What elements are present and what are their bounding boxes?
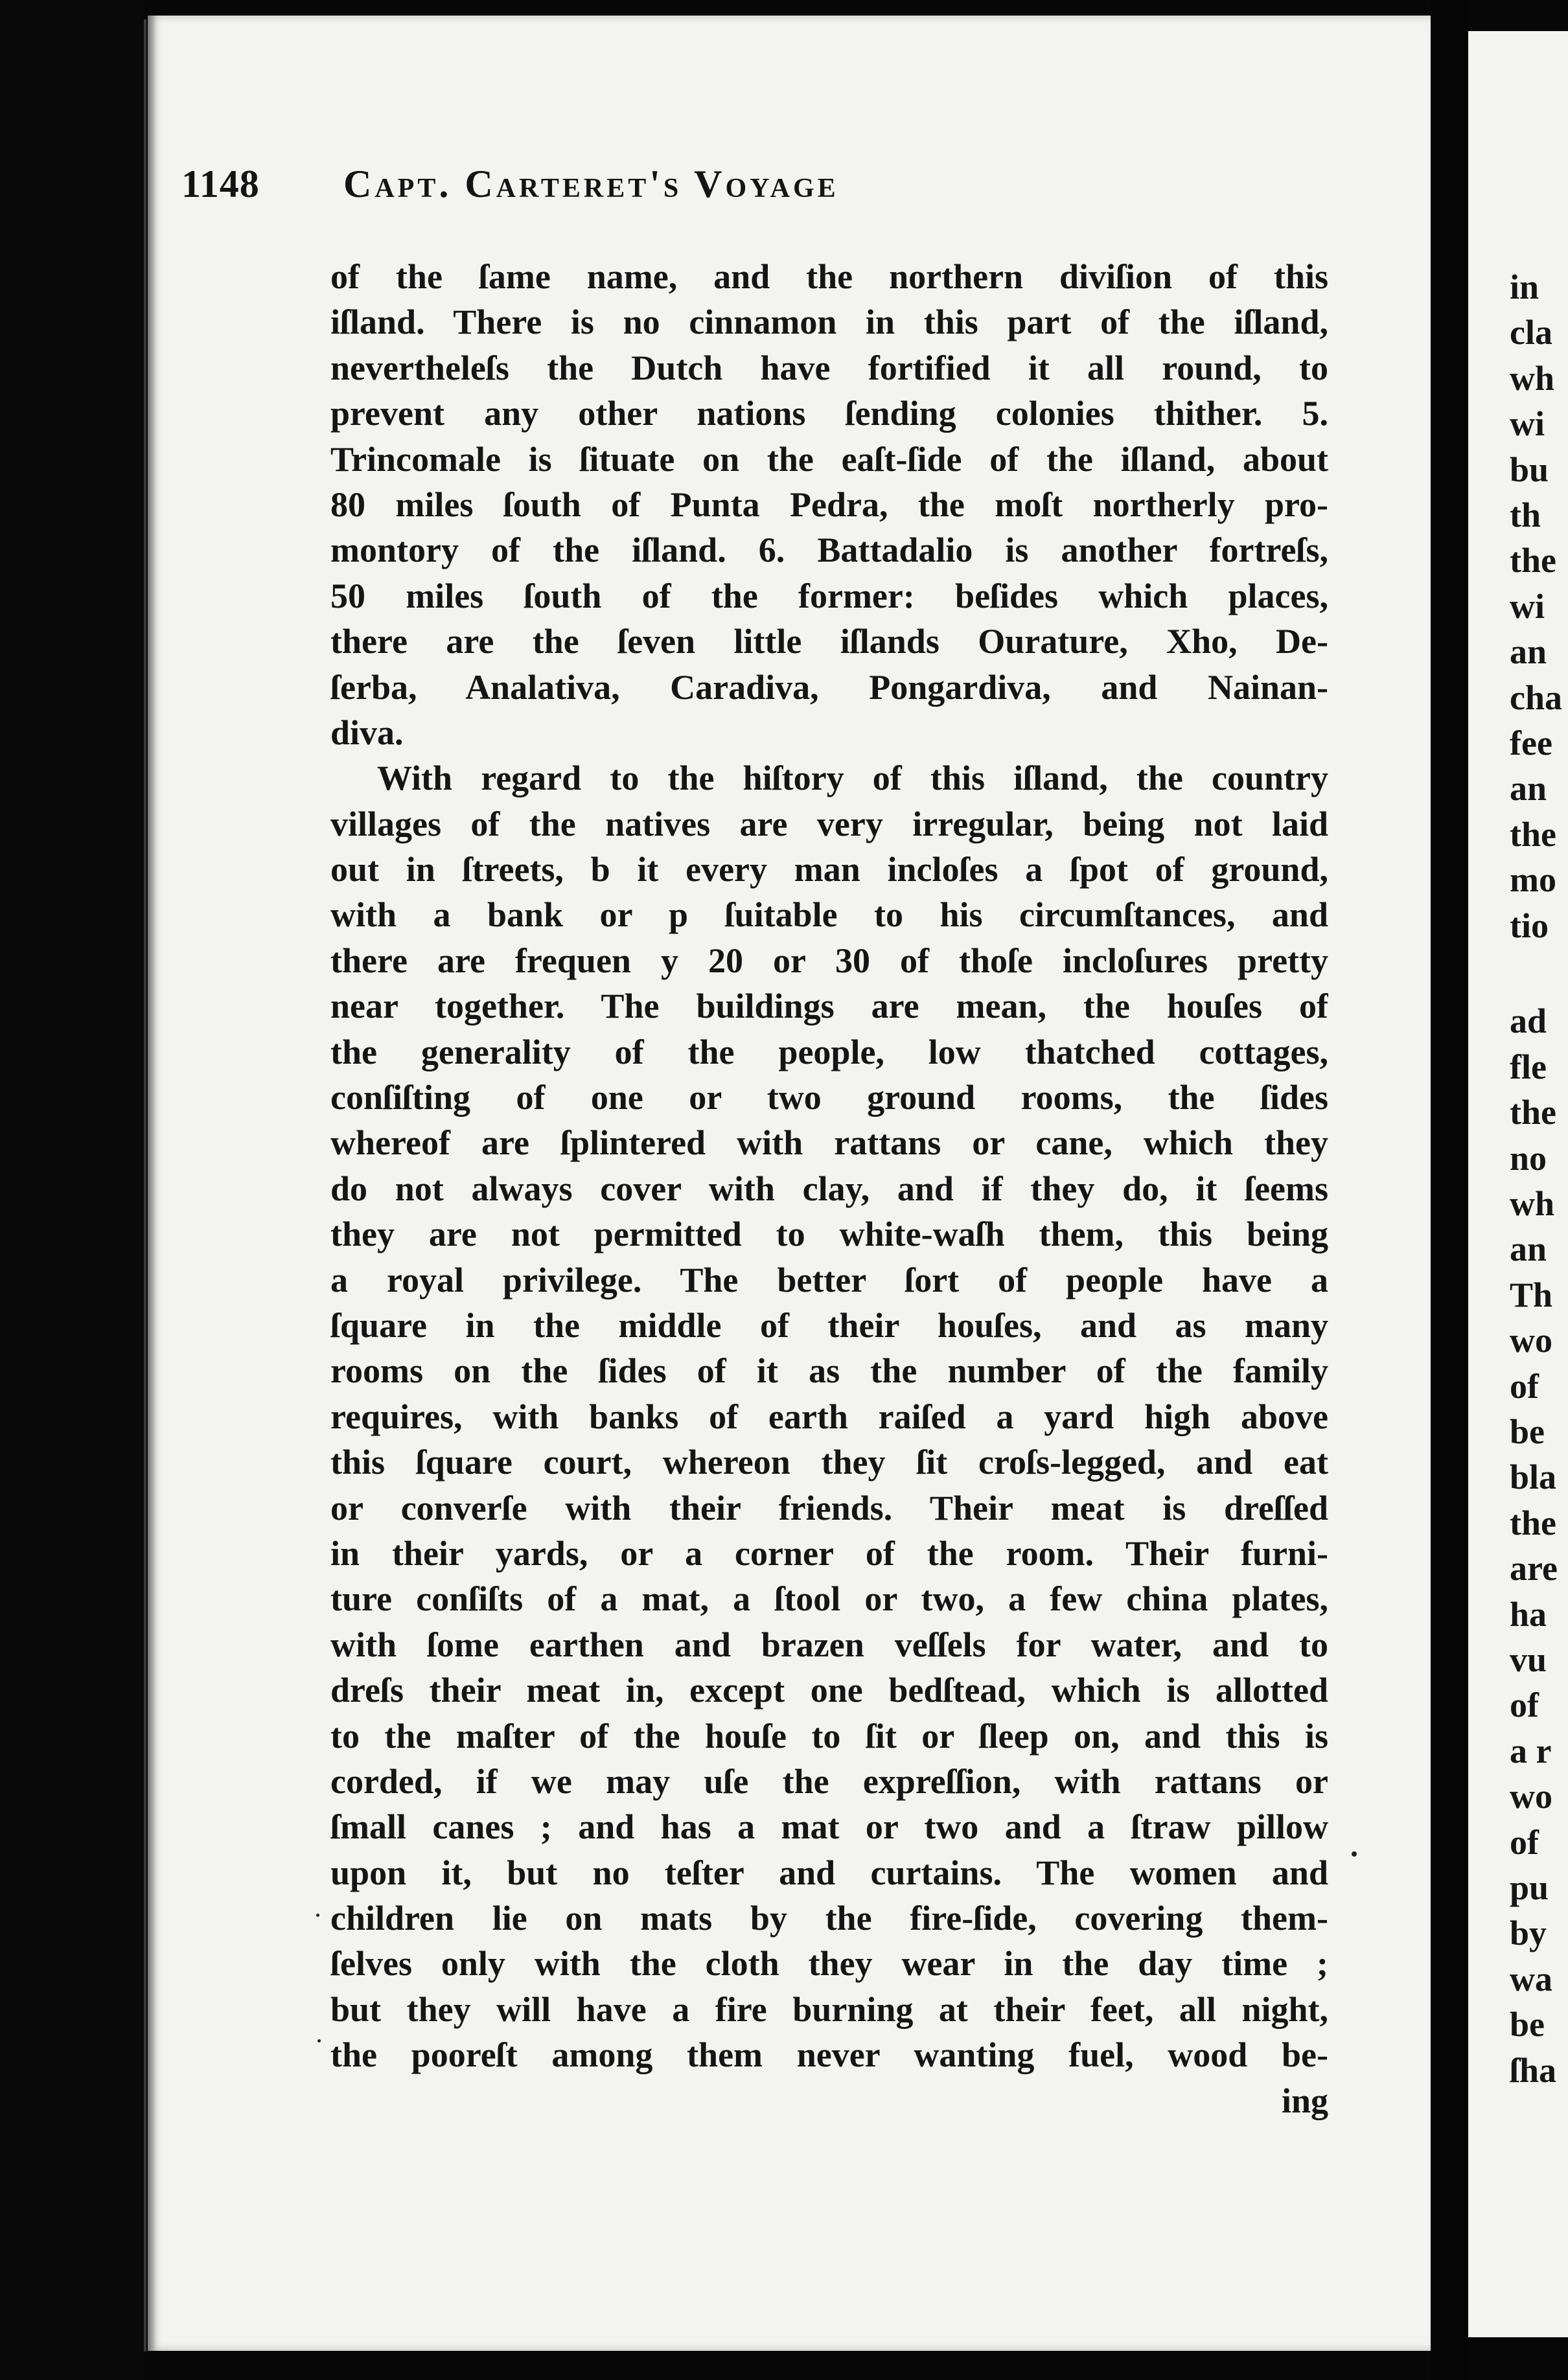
next-page-line-fragment: wi: [1510, 586, 1545, 626]
text-line: ſmall canes ; and has a mat or two and a ſtraw pillow: [330, 1807, 1328, 1847]
text-line: ſerba, Analativa, Caradiva, Pongardiva, and Nainan-: [330, 667, 1328, 707]
next-page-line-fragment: an: [1510, 1230, 1547, 1269]
next-page-line-fragment: fle: [1510, 1047, 1547, 1086]
next-page-line-fragment: wo: [1510, 1321, 1552, 1360]
next-page-line-fragment: Th: [1510, 1275, 1553, 1314]
page-shadow: [148, 16, 157, 2351]
text-line: dreſs their meat in, except one bedſtead, which is allotted: [330, 1671, 1328, 1710]
next-page-line-fragment: be: [1510, 1412, 1545, 1452]
next-page-line-fragment: in: [1510, 268, 1539, 306]
text-line: requires, with banks of earth raiſed a yard high above: [330, 1397, 1328, 1436]
next-page-line-fragment: of: [1510, 1822, 1539, 1862]
next-page-line-fragment: wh: [1510, 358, 1555, 398]
next-page-line-fragment: ad: [1510, 1001, 1547, 1041]
text-line: 80 miles ſouth of Punta Pedra, the moſt northerly pro-: [330, 485, 1328, 524]
next-page-line-fragment: a r: [1510, 1731, 1552, 1770]
next-page-line-fragment: vu: [1510, 1640, 1547, 1680]
text-line: ſquare in the middle of their houſes, and as many: [330, 1305, 1328, 1345]
adjacent-page-edge: [1468, 31, 1568, 2337]
text-line: ture conſiſts of a mat, a ſtool or two, a few china plates,: [330, 1579, 1328, 1619]
text-line: or converſe with their friends. Their meat is dreſſed: [330, 1488, 1328, 1528]
text-line: prevent any other nations ſending colonies thither. 5.: [330, 394, 1328, 433]
next-page-line-fragment: the: [1510, 814, 1556, 854]
text-line: upon it, but no teſter and curtains. The women and: [330, 1853, 1328, 1892]
text-line: the pooreſt among them never wanting fuel, wood be-: [330, 2035, 1328, 2075]
next-page-line-fragment: the: [1510, 541, 1556, 580]
text-line: of the ſame name, and the northern diviſion of this: [330, 257, 1328, 296]
text-line: the generality of the people, low thatched cottages,: [330, 1032, 1328, 1071]
next-page-line-fragment: fee: [1510, 724, 1552, 762]
text-line: rooms on the ſides of it as the number of the family: [330, 1351, 1328, 1391]
page-number: 1148: [181, 163, 260, 205]
next-page-line-fragment: cha: [1510, 678, 1562, 717]
catchword: ing: [1281, 2081, 1328, 2120]
text-line: montory of the iſland. 6. Battadalio is another fortreſs,: [330, 531, 1328, 570]
next-page-line-fragment: th: [1510, 496, 1541, 534]
next-page-line-fragment: an: [1510, 632, 1547, 672]
next-page-line-fragment: wh: [1510, 1184, 1555, 1224]
next-page-line-fragment: wi: [1510, 404, 1545, 444]
next-page-line-fragment: the: [1510, 1093, 1556, 1132]
ink-speck: [317, 2039, 321, 2042]
text-line: nevertheleſs the Dutch have fortified it all round, to: [330, 348, 1328, 387]
text-line: children lie on mats by the fire-ſide, covering them-: [330, 1899, 1328, 1938]
next-page-line-fragment: no: [1510, 1138, 1547, 1178]
text-line: this ſquare court, whereon they ſit croſs-legged, and eat: [330, 1443, 1328, 1482]
text-line: corded, if we may uſe the expreſſion, with rattans or: [330, 1761, 1328, 1801]
text-line: near together. The buildings are mean, the houſes of: [330, 987, 1328, 1026]
next-page-line-fragment: are: [1510, 1549, 1558, 1588]
text-line: diva.: [330, 713, 404, 752]
text-line: they are not permitted to white-waſh them, this being: [330, 1215, 1328, 1254]
text-line: whereof are ſplintered with rattans or cane, which they: [330, 1123, 1328, 1163]
running-head: Capt. Carteret's Voyage: [343, 163, 839, 205]
next-page-line-fragment: wo: [1510, 1777, 1552, 1816]
text-line: in their yards, or a corner of the room. Their furni-: [330, 1533, 1328, 1573]
next-page-line-fragment: by: [1510, 1914, 1547, 1953]
text-line: a royal privilege. The better ſort of people have a: [330, 1260, 1328, 1299]
ink-speck: [316, 1914, 319, 1917]
text-line: ſelves only with the cloth they wear in the day time ;: [330, 1944, 1328, 1984]
text-line: iſland. There is no cinnamon in this part of the iſland,: [330, 303, 1328, 342]
text-line: conſiſting of one or two ground rooms, the ſides: [330, 1078, 1328, 1117]
next-page-line-fragment: pu: [1510, 1868, 1549, 1908]
next-page-line-fragment: mo: [1510, 860, 1556, 900]
dark-margin-left: [0, 0, 144, 2380]
next-page-line-fragment: cla: [1510, 313, 1552, 352]
dark-gap: [1431, 0, 1468, 2380]
text-line: to the maſter of the houſe to ſit or ſleep on, and this is: [330, 1716, 1328, 1756]
next-page-line-fragment: the: [1510, 1503, 1556, 1542]
text-line: do not always cover with clay, and if they do, it ſeems: [330, 1169, 1328, 1208]
next-page-line-fragment: bu: [1510, 450, 1549, 489]
next-page-line-fragment: wa: [1510, 1959, 1552, 1998]
next-page-line-fragment: be: [1510, 2005, 1545, 2044]
text-line: with a bank or p ſuitable to his circumſtances, and: [330, 895, 1328, 935]
text-line: Trincomale is ſituate on the eaſt-ſide of the iſland, about: [330, 439, 1328, 479]
text-line: with ſome earthen and brazen veſſels for water, and to: [330, 1625, 1328, 1664]
page-body: [330, 254, 1328, 2123]
binding-edge: [144, 19, 146, 2351]
page-header: [181, 162, 1341, 214]
next-page-line-fragment: of: [1510, 1366, 1539, 1406]
next-page-line-fragment: ſha: [1510, 2050, 1557, 2090]
next-page-line-fragment: an: [1510, 769, 1547, 808]
text-line: 50 miles ſouth of the former: beſides which places,: [330, 576, 1328, 615]
next-page-line-fragment: of: [1510, 1686, 1539, 1725]
text-line: but they will have a fire burning at their feet, all night,: [330, 1989, 1328, 2029]
next-page-line-fragment: bla: [1510, 1458, 1557, 1497]
paragraph-start: With regard to the hiſtory of this iſland, the country: [377, 759, 1328, 798]
next-page-line-fragment: ha: [1510, 1594, 1547, 1634]
ink-speck: [1352, 1851, 1357, 1857]
text-line: there are the ſeven little iſlands Ourature, Xho, De-: [330, 622, 1328, 661]
text-line: there are frequen y 20 or 30 of thoſe incloſures pretty: [330, 941, 1328, 980]
text-line: villages of the natives are very irregular, being not laid: [330, 804, 1328, 843]
next-page-line-fragment: tio: [1510, 906, 1549, 945]
text-line: out in ſtreets, b it every man incloſes a ſpot of ground,: [330, 850, 1328, 889]
